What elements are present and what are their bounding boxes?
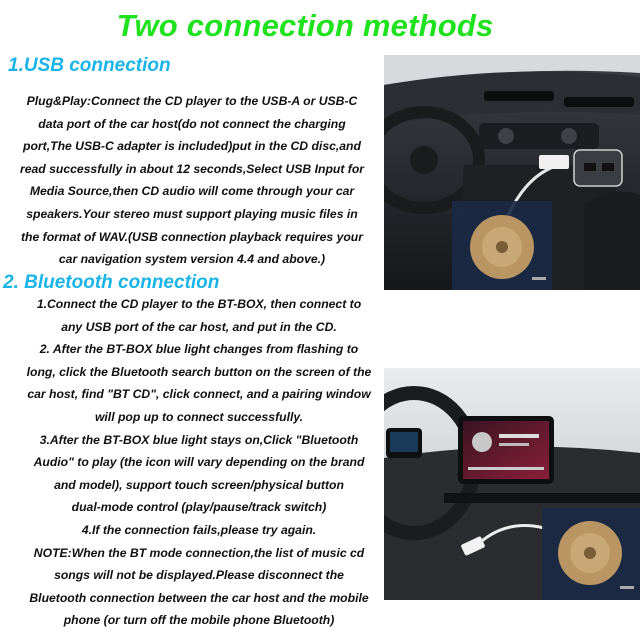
usb-section-text — [2, 90, 382, 271]
bt-line: 2. After the BT-BOX blue light changes from flashing to — [39, 342, 359, 357]
bt-line: long, click the Bluetooth search button on the screen of the — [26, 364, 372, 379]
usb-dashboard-photo — [384, 55, 640, 290]
bt-line: car host, find "BT CD", click connect, and a pairing window — [27, 387, 371, 402]
bt-line: any USB port of the car host, and put in the CD. — [61, 319, 337, 334]
bluetooth-section-heading: 2. Bluetooth connection — [3, 272, 220, 293]
usb-line: car navigation system version 4.4 and above.) — [58, 252, 326, 267]
usb-line: read successfully in about 12 seconds,Select USB Input for — [19, 161, 365, 176]
bt-touchscreen-photo — [384, 368, 640, 600]
bt-line: 1.Connect the CD player to the BT-BOX, then connect to — [36, 297, 362, 311]
usb-section-heading: 1.USB connection — [8, 55, 171, 76]
bt-line: and model), support touch screen/physical button — [54, 477, 344, 492]
bt-line: will pop up to connect successfully. — [94, 409, 304, 424]
usb-line: speakers.Your stereo must support playing music files in — [26, 206, 358, 221]
bt-line: songs will not be displayed.Please disconnect the — [54, 568, 344, 583]
bt-line: 4.If the connection fails,please try again. — [81, 522, 317, 537]
page-title: Two connection methods — [116, 8, 494, 43]
bt-line: dual-mode control (play/pause/track switch) — [71, 500, 327, 515]
bt-line: Audio" to play (the icon will vary depending on the brand — [33, 455, 365, 470]
bt-line: 3.After the BT-BOX blue light stays on,Click "Bluetooth — [39, 432, 359, 447]
bt-line: phone (or turn off the mobile phone Bluetooth) — [63, 613, 335, 628]
usb-line: data port of the car host(do not connect the charging — [38, 116, 346, 131]
bluetooth-section-text — [0, 293, 398, 632]
usb-line: port,The USB-C adapter is included)put in the CD disc,and — [23, 139, 361, 154]
usb-line: the format of WAV.(USB connection playback requires your — [21, 229, 363, 244]
usb-line: Plug&Play:Connect the CD player to the USB-A or USB-C — [26, 94, 358, 108]
bt-line: Bluetooth connection between the car host and the mobile — [29, 590, 369, 605]
usb-line: Media Source,then CD audio will come through your car — [29, 184, 355, 199]
bt-line: NOTE:When the BT mode connection,the list of music cd — [33, 545, 365, 560]
